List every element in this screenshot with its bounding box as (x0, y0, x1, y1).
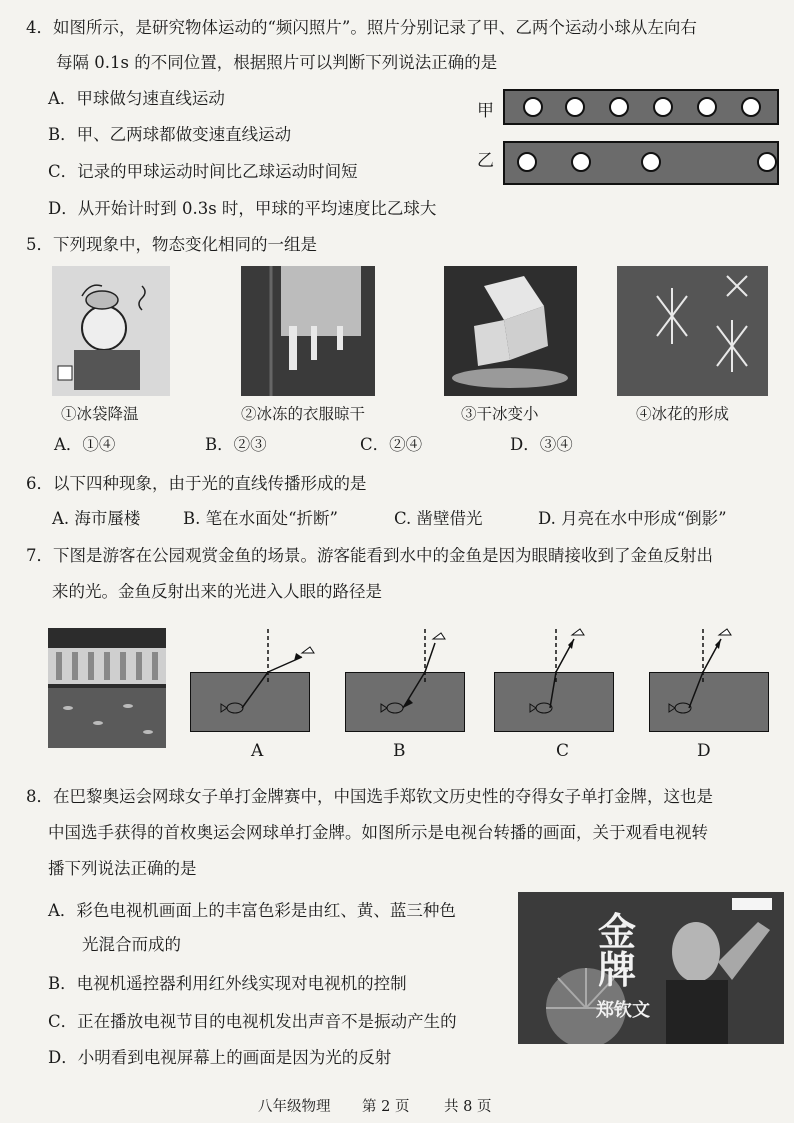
q8-stem-line1: 8．在巴黎奥运会网球女子单打金牌赛中，中国选手郑钦文历史性的夺得女子单打金牌，这也是 (26, 787, 713, 806)
footer-page: 第 2 页 (362, 1099, 410, 1115)
ball-yi-4 (757, 152, 777, 172)
ball-jia-1 (523, 97, 543, 117)
q7-stem-line1: 7．下图是游客在公园观赏金鱼的场景。游客能看到水中的金鱼是因为眼睛接收到了金鱼反射出 (26, 546, 713, 565)
q8-stem-line2: 中国选手获得的首枚奥运会网球单打金牌。如图所示是电视台转播的画面，关于观看电视转 (48, 823, 708, 842)
q5-option-c: C．②④ (360, 435, 423, 454)
tv-title-jin: 金 (598, 910, 637, 954)
q6-stem: 6．以下四种现象，由于光的直线传播形成的是 (26, 474, 367, 493)
q4-option-d: D．从开始计时到 0.3s 时，甲球的平均速度比乙球大 (48, 199, 437, 218)
ball-jia-5 (697, 97, 717, 117)
photo-dry-ice (444, 266, 577, 396)
q6-option-d: D. 月亮在水中形成“倒影” (538, 509, 727, 528)
q6-option-a: A. 海市蜃楼 (52, 509, 141, 528)
diagram-d-label: D (697, 741, 711, 761)
q5-stem: 5．下列现象中，物态变化相同的一组是 (26, 235, 317, 254)
q4-stem-line2: 每隔 0.1s 的不同位置，根据照片可以判断下列说法正确的是 (56, 53, 498, 72)
diagram-b-ray (345, 615, 475, 735)
caption-1: ①冰袋降温 (61, 405, 139, 423)
q5-option-a: A．①④ (54, 435, 116, 454)
tv-title-pai: 牌 (598, 948, 637, 992)
caption-4: ④冰花的形成 (636, 405, 730, 423)
caption-2: ②冰冻的衣服晾干 (241, 405, 366, 423)
diagram-a-label: A (251, 741, 264, 761)
photo-ice-flowers (617, 266, 768, 396)
photo-frozen-clothes (241, 266, 375, 396)
diagram-c-ray (494, 615, 624, 735)
q8-stem-line3: 播下列说法正确的是 (48, 859, 197, 878)
q7-stem-line2: 来的光。金鱼反射出来的光进入人眼的路径是 (52, 582, 382, 601)
diagram-d-ray (649, 615, 779, 735)
q6-option-c: C. 凿壁借光 (394, 509, 483, 528)
q8-option-b: B．电视机遥控器利用红外线实现对电视机的控制 (48, 974, 407, 993)
footer-subject: 八年级物理 (258, 1099, 331, 1115)
ball-yi-2 (571, 152, 591, 172)
ball-jia-6 (741, 97, 761, 117)
q4-option-c: C．记录的甲球运动时间比乙球运动时间短 (48, 162, 358, 181)
ball-jia-2 (565, 97, 585, 117)
diagram-b-label: B (393, 741, 406, 761)
q4-option-a: A．甲球做匀速直线运动 (48, 89, 225, 108)
label-jia: 甲 (477, 101, 494, 121)
q8-option-a-line2: 光混合而成的 (82, 935, 181, 954)
footer-total: 共 8 页 (444, 1099, 492, 1115)
q5-option-d: D．③④ (510, 435, 573, 454)
photo-ice-bag-cartoon (52, 266, 170, 396)
q8-option-a-line1: A．彩色电视机画面上的丰富色彩是由红、黄、蓝三种色 (48, 901, 456, 920)
photo-tv-broadcast (518, 892, 784, 1044)
diagram-a-ray (190, 615, 320, 735)
tv-athlete-name: 郑钦文 (596, 1000, 650, 1021)
ball-jia-3 (609, 97, 629, 117)
photo-goldfish-pond (48, 628, 166, 748)
ball-yi-1 (517, 152, 537, 172)
q5-option-b: B．②③ (205, 435, 267, 454)
label-yi: 乙 (477, 151, 494, 171)
q8-option-c: C．正在播放电视节目的电视机发出声音不是振动产生的 (48, 1012, 457, 1031)
caption-3: ③干冰变小 (461, 405, 539, 423)
strobe-photo-yi (503, 141, 779, 185)
q4-stem-line1: 4．如图所示，是研究物体运动的“频闪照片”。照片分别记录了甲、乙两个运动小球从左向右 (26, 18, 697, 37)
diagram-c-label: C (556, 741, 570, 761)
q4-option-b: B．甲、乙两球都做变速直线运动 (48, 125, 292, 144)
ball-jia-4 (653, 97, 673, 117)
strobe-photo-jia (503, 89, 779, 125)
q6-option-b: B. 笔在水面处“折断” (183, 509, 338, 528)
ball-yi-3 (641, 152, 661, 172)
q8-option-d: D．小明看到电视屏幕上的画面是因为光的反射 (48, 1048, 392, 1067)
